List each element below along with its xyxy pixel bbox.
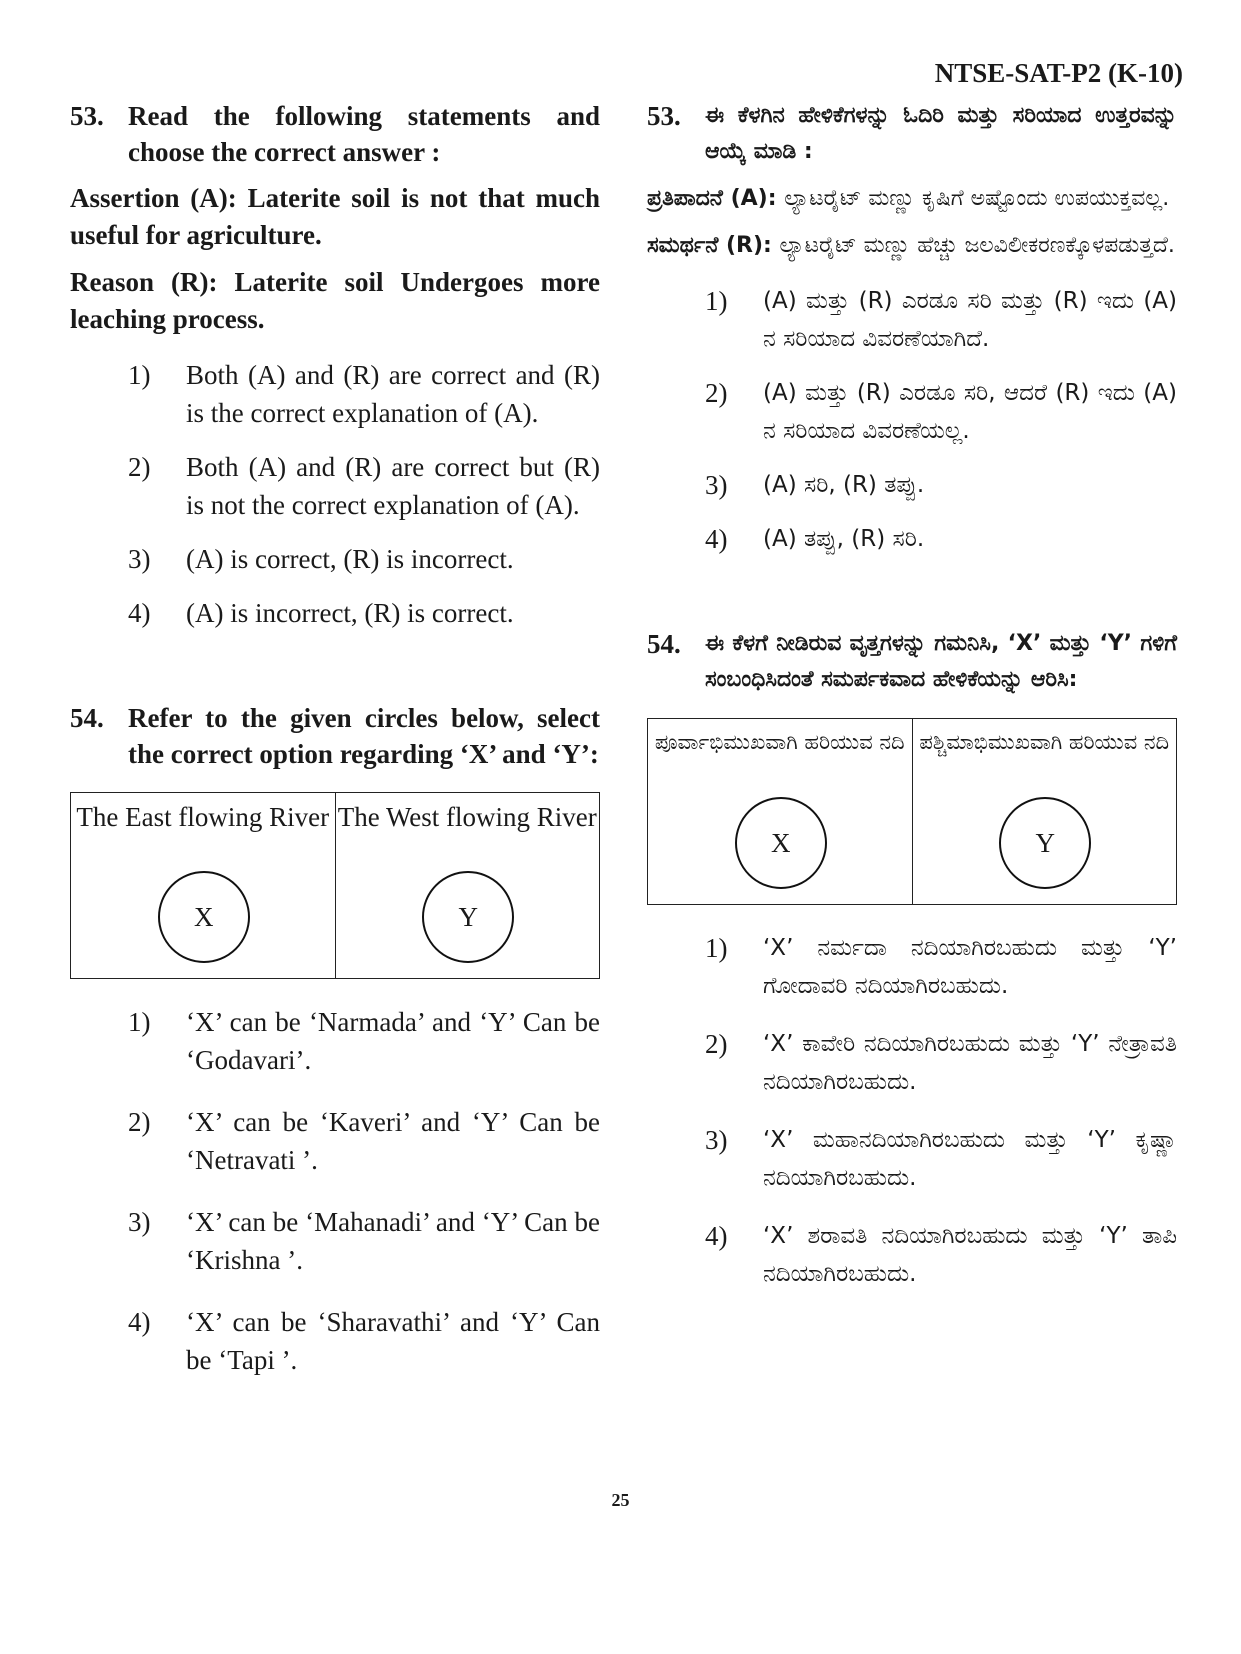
option-number: 4) (705, 524, 728, 554)
west-flowing-cell (335, 793, 600, 978)
cell-label: ಪಶ್ಚಿಮಾಭಿಮುಖವಾಗಿ ಹರಿಯುವ ನದಿ (919, 730, 1170, 754)
q53-options (70, 356, 600, 632)
cell-label: ಪೂರ್ವಾಭಿಮುಖವಾಗಿ ಹರಿಯುವ ನದಿ (654, 730, 905, 754)
option[interactable] (128, 448, 600, 524)
option-text: Both (A) and (R) are correct and (R) is the correct explanation of (A). (186, 360, 600, 428)
option-text: (A) ಮತ್ತು (R) ಎರಡೂ ಸರಿ ಮತ್ತು (R) ಇದು (A) ನ ಸರಿಯಾದ ವಿವರಣೆಯಾಗಿದೆ. (763, 288, 1177, 352)
option-number: 1) (128, 360, 151, 390)
option-text: ‘X’ can be ‘Kaveri’ and ‘Y’ Can be ‘Netravati ’. (186, 1107, 600, 1175)
assertion-text: Laterite soil is not that much useful for agriculture. (70, 183, 601, 250)
cell-label: The West flowing River (337, 802, 597, 832)
east-flowing-cell (71, 793, 335, 978)
option[interactable] (128, 540, 600, 578)
option[interactable] (705, 374, 1177, 450)
circle-x: X (158, 871, 250, 963)
option-text: (A) ಸರಿ, (R) ತಪ್ಪು. (763, 472, 925, 498)
option[interactable] (705, 1025, 1177, 1101)
option-text: ‘X’ ನರ್ಮದಾ ನದಿಯಾಗಿರಬಹುದು ಮತ್ತು ‘Y’ ಗೋದಾವರಿ ನದಿಯಾಗಿರಬಹುದು. (763, 935, 1177, 999)
circle-y: Y (999, 797, 1091, 889)
option-number: 3) (705, 1125, 728, 1155)
option-text: ‘X’ ಕಾವೇರಿ ನದಿಯಾಗಿರಬಹುದು ಮತ್ತು ‘Y’ ನೇತ್ರಾವತಿ ನದಿಯಾಗಿರಬಹುದು. (763, 1031, 1177, 1095)
option-number: 1) (705, 286, 728, 316)
option-text: Both (A) and (R) are correct but (R) is not the correct explanation of (A). (186, 452, 600, 520)
kannada-column (647, 98, 1177, 1313)
west-flowing-cell (912, 719, 1177, 904)
question-54 (70, 700, 600, 772)
option[interactable] (705, 466, 1177, 504)
option-text: (A) ಮತ್ತು (R) ಎರಡೂ ಸರಿ, ಆದರೆ (R) ಇದು (A) ನ ಸರಿಯಾದ ವಿವರಣೆಯಲ್ಲ. (763, 380, 1177, 444)
reason-label: Reason (R): (70, 267, 218, 297)
reason-statement (647, 227, 1177, 264)
question-text: ಈ ಕೆಳಗಿನ ಹೇಳಿಕೆಗಳನ್ನು ಓದಿರಿ ಮತ್ತು ಸರಿಯಾದ ಉತ್ತರವನ್ನು ಆಯ್ಕೆ ಮಾಡಿ : (705, 103, 1177, 164)
option-text: ‘X’ ಮಹಾನದಿಯಾಗಿರಬಹುದು ಮತ್ತು ‘Y’ ಕೃಷ್ಣಾ ನದಿಯಾಗಿರಬಹುದು. (763, 1127, 1177, 1191)
question-text: Read the following statements and choose the correct answer : (128, 101, 600, 167)
circle-x: X (735, 797, 827, 889)
option[interactable] (128, 1003, 600, 1079)
option-number: 2) (128, 452, 151, 482)
english-column (70, 98, 600, 1403)
option[interactable] (705, 929, 1177, 1005)
option[interactable] (128, 356, 600, 432)
option-number: 3) (128, 544, 151, 574)
option-number: 1) (705, 933, 728, 963)
question-53 (647, 98, 1177, 170)
option[interactable] (128, 594, 600, 632)
cell-label: The East flowing River (76, 802, 330, 832)
question-54 (647, 626, 1177, 698)
option-number: 2) (128, 1107, 151, 1137)
option-number: 3) (705, 470, 728, 500)
assertion-label: ಪ್ರತಿಪಾದನೆ (A): (647, 186, 777, 211)
question-text: Refer to the given circles below, select the correct option regarding ‘X’ and ‘Y’: (128, 703, 600, 769)
option-text: (A) ತಪ್ಪು, (R) ಸರಿ. (763, 526, 925, 552)
assertion-text: ಲ್ಯಾಟರೈಟ್ ಮಣ್ಣು ಕೃಷಿಗೆ ಅಷ್ಟೊಂದು ಉಪಯುಕ್ತವಲ್ಲ. (784, 186, 1170, 211)
assertion-statement (70, 180, 600, 254)
assertion-statement (647, 180, 1177, 217)
page-number: 25 (611, 1490, 630, 1510)
assertion-label: Assertion (A): (70, 183, 237, 213)
option[interactable] (705, 1217, 1177, 1293)
option-text: ‘X’ can be ‘Mahanadi’ and ‘Y’ Can be ‘Krishna ’. (186, 1207, 600, 1275)
option-text: (A) is correct, (R) is incorrect. (186, 544, 514, 574)
option-number: 4) (705, 1221, 728, 1251)
option-text: ‘X’ can be ‘Narmada’ and ‘Y’ Can be ‘Godavari’. (186, 1007, 600, 1075)
river-diagram (70, 792, 600, 979)
option[interactable] (128, 1203, 600, 1279)
option[interactable] (128, 1303, 600, 1379)
reason-statement (70, 264, 600, 338)
question-number: 53. (70, 101, 104, 131)
question-number: 53. (647, 101, 681, 131)
q53-options (647, 282, 1177, 558)
east-flowing-cell (648, 719, 912, 904)
river-diagram (647, 718, 1177, 905)
page-header: NTSE-SAT-P2 (K-10) (934, 58, 1183, 88)
option-number: 2) (705, 378, 728, 408)
option-text: ‘X’ can be ‘Sharavathi’ and ‘Y’ Can be ‘Tapi ’. (186, 1307, 600, 1375)
option-number: 4) (128, 598, 151, 628)
option-text: ‘X’ ಶರಾವತಿ ನದಿಯಾಗಿರಬಹುದು ಮತ್ತು ‘Y’ ತಾಪಿ ನದಿಯಾಗಿರಬಹುದು. (763, 1223, 1177, 1287)
option-text: (A) is incorrect, (R) is correct. (186, 598, 514, 628)
reason-text: ಲ್ಯಾಟರೈಟ್ ಮಣ್ಣು ಹೆಚ್ಚು ಜಲವಿಲೀಕರಣಕ್ಕೊಳಪಡುತ್ತದೆ. (779, 233, 1175, 258)
reason-label: ಸಮರ್ಥನೆ (R): (647, 233, 772, 258)
option-number: 4) (128, 1307, 151, 1337)
question-number: 54. (70, 703, 104, 733)
q54-options (647, 929, 1177, 1293)
option[interactable] (705, 520, 1177, 558)
option-number: 1) (128, 1007, 151, 1037)
circle-y: Y (422, 871, 514, 963)
option[interactable] (705, 1121, 1177, 1197)
option-number: 2) (705, 1029, 728, 1059)
option[interactable] (128, 1103, 600, 1179)
reason-text: Laterite soil Undergoes more leaching process. (70, 267, 601, 334)
question-53 (70, 98, 600, 170)
option[interactable] (705, 282, 1177, 358)
option-number: 3) (128, 1207, 151, 1237)
question-number: 54. (647, 629, 681, 659)
q54-options (70, 1003, 600, 1379)
question-text: ಈ ಕೆಳಗೆ ನೀಡಿರುವ ವೃತ್ತಗಳನ್ನು ಗಮನಿಸಿ, ‘X’ ಮತ್ತು ‘Y’ ಗಳಿಗೆ ಸಂಬಂಧಿಸಿದಂತೆ ಸಮರ್ಪಕವಾದ ಹೇಳಿಕೆಯನ್ನು ಆರಿಸಿ: (705, 631, 1177, 692)
